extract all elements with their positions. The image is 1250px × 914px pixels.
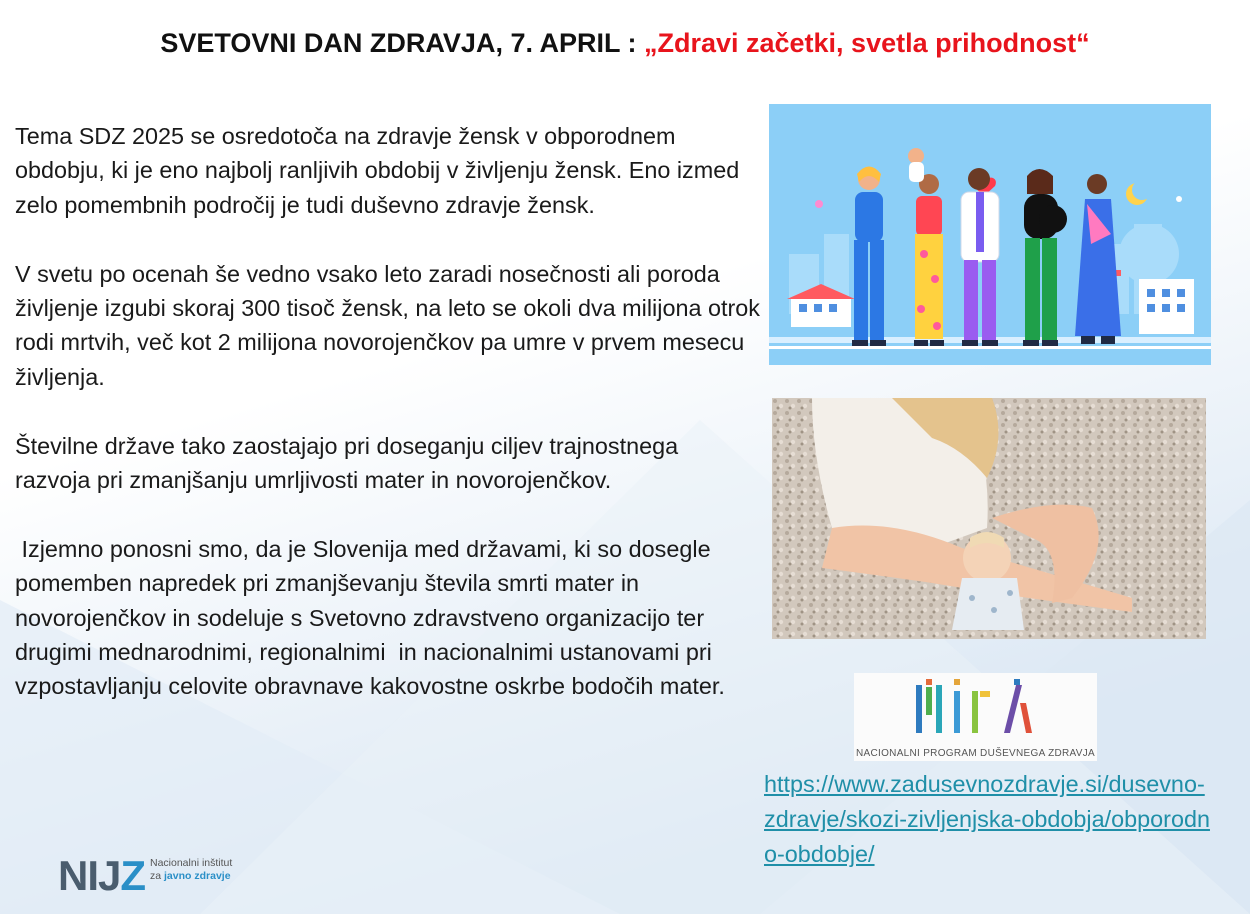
resource-link[interactable]: https://www.zadusevnozdravje.si/dusevno-zdravje/skozi-zivljenjska-obdobja/obporodno-obdobje/ bbox=[764, 771, 1210, 867]
nijz-subtitle bbox=[150, 857, 280, 883]
paragraph-goals: Številne države tako zaostajajo pri doseganju ciljev trajnostnega razvoja pri zmanjšanju umrljivosti mater in novorojenčkov. bbox=[15, 432, 679, 494]
nijz-line2-prefix: za bbox=[150, 870, 165, 882]
women-illustration bbox=[769, 104, 1211, 365]
body-text bbox=[15, 119, 760, 738]
paragraph-statistics: V svetu po ocenah še vedno vsako leto zaradi nosečnosti ali poroda življenje izgubi skoraj 300 tisoč žensk, na leto se okoli dva milijona otrok rodi mrtvih, več kot 2 milijona novorojenčkov pa umre v prvem mesecu življenja. bbox=[15, 260, 760, 390]
title-slogan: „Zdravi začetki, svetla prihodnost“ bbox=[643, 28, 1090, 58]
mira-caption: NACIONALNI PROGRAM DUŠEVNEGA ZDRAVJA bbox=[856, 748, 1095, 759]
mother-baby-photo bbox=[772, 398, 1206, 639]
mira-wordmark bbox=[854, 673, 1097, 743]
nijz-line1: Nacionalni inštitut bbox=[150, 857, 233, 869]
title-main: SVETOVNI DAN ZDRAVJA, 7. APRIL : bbox=[160, 28, 644, 58]
nijz-wordmark: NIJZ bbox=[58, 852, 146, 899]
paragraph-intro: Tema SDZ 2025 se osredotoča na zdravje žensk v obporodnem obdobju, ki je eno najbolj ranljivih obdobij v življenju žensk. Eno izmed zelo pomembnih področij je tudi duševno zdravje žensk. bbox=[15, 123, 740, 218]
nijz-line2-bold: javno zdravje bbox=[164, 870, 231, 882]
paragraph-slovenia: Izjemno ponosni smo, da je Slovenija med državami, ki so dosegle pomemben napredek pri zmanjševanju števila smrti mater in novorojenčkov in sodeluje s Svetovno zdravstveno organizacijo ter drugimi mednarodnimi, regionalnimi in nacionalnimi ustanovami pri vzpostavljanju celovite obravnave kakovostne oskrbe bodočih mater. bbox=[15, 535, 725, 700]
slide-title bbox=[0, 28, 1250, 59]
mira-logo bbox=[854, 673, 1097, 761]
